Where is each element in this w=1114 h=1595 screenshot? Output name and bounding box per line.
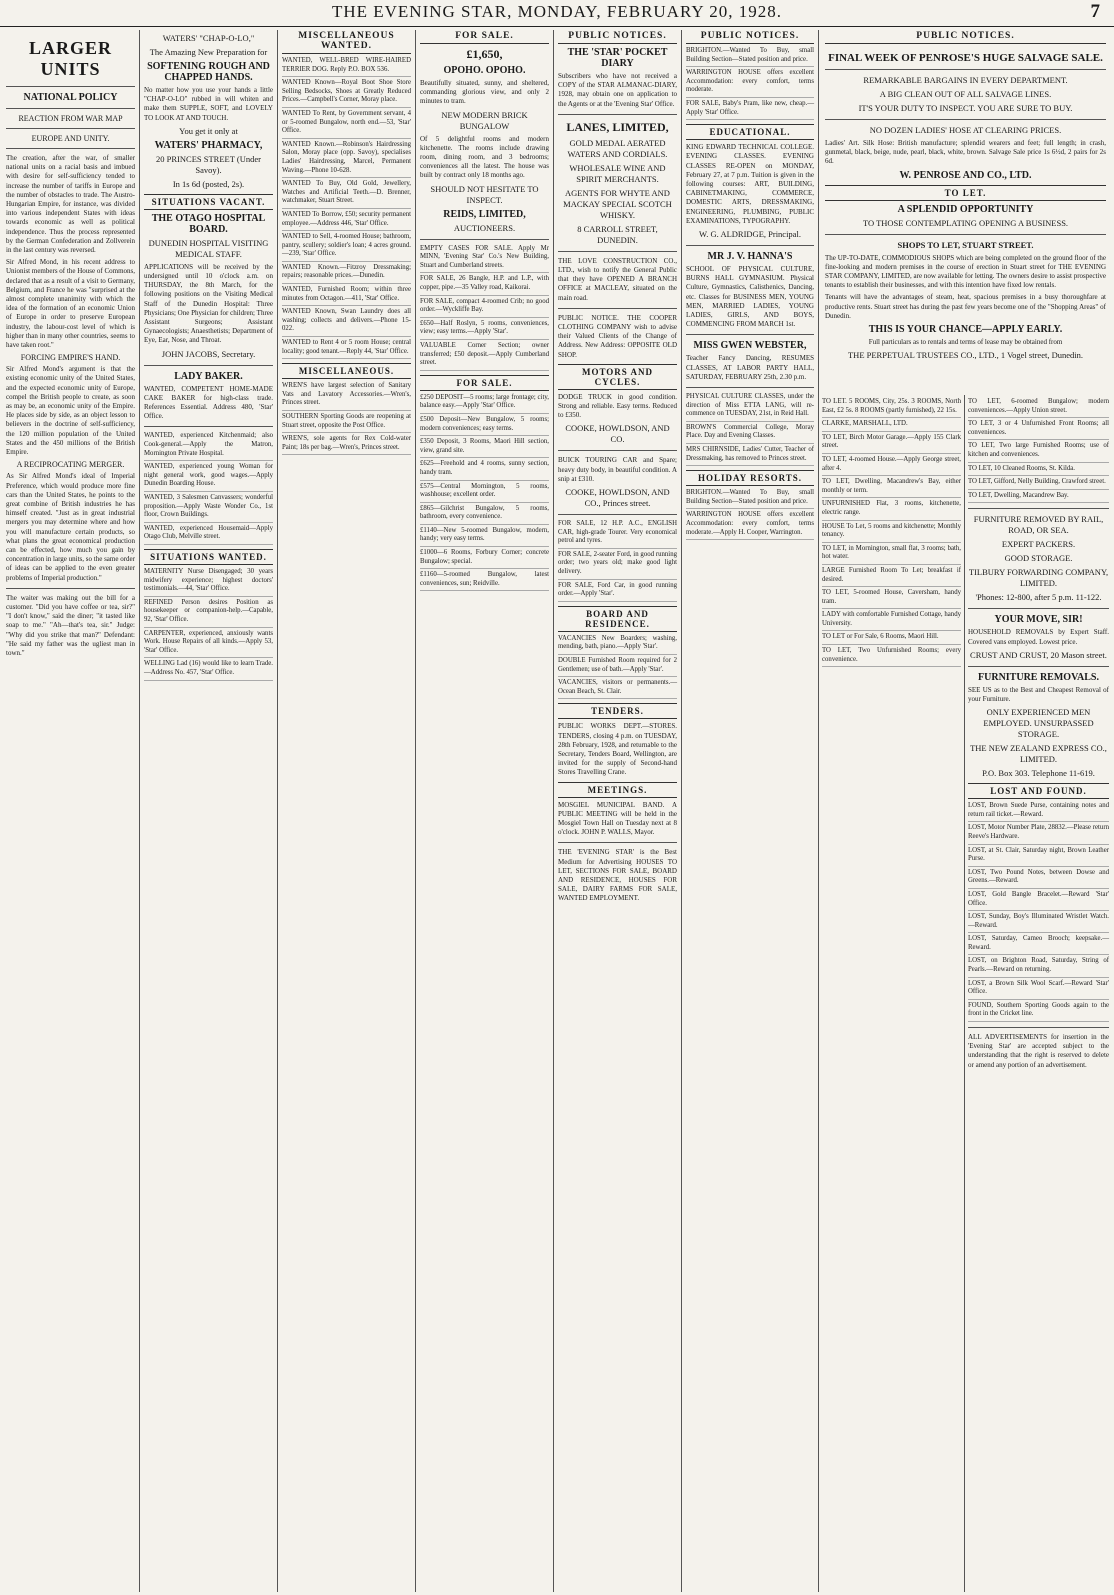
- ad-line: GOLD MEDAL AERATED WATERS AND CORDIALS.: [567, 137, 668, 159]
- ad-firm: COOKE, HOWLDSON, AND CO., Princes street.: [565, 487, 670, 509]
- ad-firm: CRUST AND CRUST, 20 Mason street.: [970, 649, 1107, 660]
- classified-ad: FOUND, Southern Sporting Goods again to the front in the Cricket line.: [968, 1002, 1109, 1022]
- column-5-public-notices: [554, 30, 682, 1592]
- classified-ad: WANTED Known.—Fitzroy Dressmaking; repairs; reasonable prices.—Dunedin.: [282, 264, 411, 284]
- sale-body: Ladies' Art. Silk Hose: British manufacture; splendid wearers and feet; full length; in crash, gunmetal, black, beige, nude, pearl, black, white, brown. Salvage Sale price 1s 6½d, 2 pairs for 2s 6d.: [825, 139, 1106, 166]
- ad-firm: THE NEW ZEALAND EXPRESS CO., LIMITED.: [970, 743, 1107, 765]
- section-header: MISCELLANEOUS WANTED.: [282, 30, 411, 54]
- sale-line: REMARKABLE BARGAINS IN EVERY DEPARTMENT.: [863, 75, 1068, 85]
- classified-ad: EMPTY CASES FOR SALE. Apply Mr MINN, 'Evening Star' Co.'s New Building, Stuart and Cumberland streets.: [420, 245, 549, 274]
- ad-heading: A SPLENDID OPPORTUNITY: [897, 203, 1034, 215]
- section-header: MOTORS AND CYCLES.: [558, 364, 677, 390]
- section-header: PUBLIC NOTICES.: [825, 30, 1106, 44]
- columns: [2, 30, 1112, 1592]
- classified-ad: BROWN'S Commercial College, Moray Place. Day and Evening Classes.: [686, 424, 814, 444]
- classified-ad: BRIGHTON.—Wanted To Buy, small Building Section—Stated position and price.: [686, 47, 814, 67]
- ad-firm: THE PERPETUAL TRUSTEES CO., LTD., 1 Vogel street, Dunedin.: [847, 350, 1083, 361]
- section-header: LOST AND FOUND.: [968, 783, 1109, 799]
- section-header: HOLIDAY RESORTS.: [686, 470, 814, 486]
- ad-role: AUCTIONEERS.: [453, 222, 516, 233]
- section-header: EDUCATIONAL.: [686, 124, 814, 140]
- ad-signature: W. G. ALDRIDGE, Principal.: [699, 228, 801, 239]
- filler-paragraph: The waiter was making out the bill for a customer. "Did you have coffee or tea, sir?" "I don't know," said the diner; "it tasted like soap to me." "Ah—that's tea, sir." Judge: "Why did you strike that man?" Defendant: "He said my father was the ugliest man in town.": [6, 593, 135, 657]
- classified-ad: £625—Freehold and 4 rooms, sunny section, handy tram.: [420, 460, 549, 480]
- classified-ad: WANTED Known.—Robinson's Hairdressing Salon, Moray place (opp. Savoy), specialises Ladies' Hairdressing, Marcel, Permanent Waving.—Phone 10-628.: [282, 141, 411, 178]
- ad-body: WANTED, COMPETENT HOME-MADE CAKE BAKER for high-class trade. References Essential. Address 480, 'Star' Office.: [144, 384, 273, 421]
- sale-line: NO DOZEN LADIES' HOSE AT CLEARING PRICES.: [869, 125, 1062, 135]
- classified-ad: FOR SALE, 26 Bangle, H.P. and L.P., with copper, pipe.—35 Valley road, Kaikorai.: [420, 275, 549, 295]
- classified-ad: TO LET or For Sale, 6 Rooms, Maori Hill.: [822, 633, 961, 645]
- column-6: [682, 30, 819, 1592]
- ad-body: Subscribers who have not received a COPY of the STAR ALMANAC-DIARY, 1928, may obtain one on application to the Agents or at the 'Evening Star' Office.: [558, 72, 677, 108]
- classified-ad: MATERNITY Nurse Disengaged; 30 years midwifery experience; highest doctors' testimonials.—44, 'Star' Office.: [144, 568, 273, 597]
- classified-ad: SOUTHERN Sporting Goods are reopening at Stuart street, opposite the Post Office.: [282, 413, 411, 433]
- ad-body: HOUSEHOLD REMOVALS by Expert Staff. Covered vans employed. Lowest price.: [968, 628, 1109, 646]
- classified-ad: £500 Deposit—New Bungalow, 5 rooms; modern conveniences; easy terms.: [420, 416, 549, 436]
- ad-heading: YOUR MOVE, SIR!: [994, 614, 1083, 626]
- classified-ad: CLARKE, MARSHALL, LTD.: [822, 420, 961, 432]
- classified-ad: TO LET, Dwelling, Macandrew Bay.: [968, 492, 1109, 504]
- classified-ad: £575—Central Mornington, 5 rooms, washhouse; excellent order.: [420, 483, 549, 503]
- ad-callout: THIS IS YOUR CHANCE—APPLY EARLY.: [868, 324, 1063, 336]
- ad-heading: THE OTAGO HOSPITAL BOARD.: [151, 212, 266, 235]
- advertising-notice: THE 'EVENING STAR' is the Best Medium for Advertising HOUSES TO LET, SECTIONS FOR SALE, BOARD AND RESIDENCE, HOUSES FOR SALE, DAIRY FARMS FOR SALE, WANTED EMPLOYMENT.: [558, 848, 677, 903]
- classified-ad: FOR SALE, 12 H.P. A.C., ENGLISH CAR, high-grade Tourer. Very economical petrol and tyres.: [558, 520, 677, 549]
- ad-location: OPOHO. OPOHO.: [443, 65, 526, 76]
- classified-ad: REFINED Person desires Position as housekeeper or companion-help.—Capable, 92, 'Star' Office.: [144, 599, 273, 628]
- classified-ad: £250 DEPOSIT—5 rooms; large frontage; city, balance easy.—Apply 'Star' Office.: [420, 394, 549, 414]
- column-4-for-sale: [416, 30, 554, 1592]
- notice: THE LOVE CONSTRUCTION CO., LTD., wish to notify the General Public that they have OPENED A BRANCH OFFICE at MACLEAY, situated on the main road.: [558, 256, 677, 302]
- classified-ad: PHYSICAL CULTURE CLASSES, under the direction of Miss ETTA LANG, will re-commence on TUESDAY, 21st, in Reid Hall.: [686, 393, 814, 422]
- classified-ad: WANTED to Rent 4 or 5 room House; central locality; good tenant.—Reply 44, 'Star' Office.: [282, 339, 411, 359]
- classified-ad: LOST, Gold Bangle Bracelet.—Reward 'Star' Office.: [968, 891, 1109, 911]
- classified-ad: BRIGHTON.—Wanted To Buy, small Building Section—Stated position and price.: [686, 489, 814, 509]
- classified-ad: LARGE Furnished Room To Let; breakfast if desired.: [822, 567, 961, 587]
- classified-ad: WARRINGTON HOUSE offers excellent Accommodation: every comfort, terms moderate.—Apply H. Cooper, Warrington.: [686, 511, 814, 540]
- ad-firm: TILBURY FORWARDING COMPANY, LIMITED.: [968, 567, 1109, 589]
- section-header: FOR SALE.: [420, 375, 549, 391]
- ad-price: £1,650,: [466, 47, 503, 61]
- classified-ad: WANTED, WELL-BRED WIRE-HAIRED TERRIER DOG. Reply P.O. BOX 536.: [282, 57, 411, 77]
- ad-shop-name: WATERS' PHARMACY,: [154, 139, 263, 151]
- classified-ad: CARPENTER, experienced, anxiously wants Work. House Repairs of all kinds.—Apply 53, 'Star' Office.: [144, 630, 273, 659]
- classified-ad: WANTED Known—Royal Boot Shoe Store Selling Bedsocks, Shoes at Greatly Reduced Prices.—Campbell's Corner, Moray place.: [282, 79, 411, 108]
- ad-firm: COOKE, HOWLDSON, AND CO.: [565, 423, 670, 445]
- column-1-article: [2, 30, 140, 1592]
- ad-heading: LADY BAKER.: [174, 370, 243, 382]
- classified-ad: WARRINGTON HOUSE offers excellent Accommodation: every comfort, terms moderate.: [686, 69, 814, 98]
- ad-line: WHOLESALE WINE AND SPIRIT MERCHANTS.: [569, 162, 666, 184]
- classified-ad: TO LET, Two Unfurnished Rooms; every convenience.: [822, 647, 961, 667]
- ad-line: GOOD STORAGE.: [1004, 553, 1073, 564]
- ad-heading: FURNITURE REMOVALS.: [978, 671, 1099, 683]
- classified-ad: FOR SALE, 2-seater Ford, in good running order; two years old; make good light delivery.: [558, 551, 677, 580]
- educational-notice: SCHOOL OF PHYSICAL CULTURE, BURNS HALL GYMNASIUM. Physical Culture, Gymnastics, Calisthenics, Dancing, etc. Classes for BUSINESS MEN, YOUNG MEN, MARRIED LADIES, YOUNG LADIES, GIRLS, AND BOYS, COMMENCING FROM MARCH 1st.: [686, 264, 814, 329]
- ad-address: 8 CARROLL STREET, DUNEDIN.: [577, 223, 658, 245]
- ad-body: SEE US as to the Best and Cheapest Removal of your Furniture.: [968, 685, 1109, 703]
- ad-subheading: The Amazing New Preparation for: [149, 47, 268, 57]
- ad-line: ONLY EXPERIENCED MEN EMPLOYED. UNSURPASSED STORAGE.: [983, 707, 1094, 740]
- article-paragraph: Sir Alfred Mond's argument is that the existing economic unity of the United States, and the expected economic unity of Europe, compel the British people to create, as soon as may be, an economic unity of the Empire. He places side by side, as an object lesson to believers in the doctrine of self-sufficiency, the 120 million population of the United States and the 450 millions of the British Empire.: [6, 365, 135, 457]
- classified-ad: LOST, Two Pound Notes, between Dowse and Greens.—Reward.: [968, 869, 1109, 889]
- sale-line: IT'S YOUR DUTY TO INSPECT. YOU ARE SURE TO BUY.: [858, 103, 1073, 113]
- ad-heading: WATERS' "CHAP-O-LO,": [162, 33, 255, 43]
- ad-line: EXPERT PACKERS.: [1001, 539, 1076, 550]
- section-header: MEETINGS.: [558, 782, 677, 798]
- page-number: 7: [1090, 1, 1100, 22]
- classified-ad: TO LET, Dwelling, Macandrew's Bay, either monthly or term.: [822, 478, 961, 498]
- sale-headline: FINAL WEEK OF PENROSE'S HUGE SALVAGE SALE.: [828, 52, 1103, 64]
- ad-display-line: SHOULD NOT HESITATE TO INSPECT.: [430, 183, 539, 205]
- column-7-public-notices: [819, 30, 1112, 1592]
- ad-address: 20 PRINCES STREET (Under Savoy).: [156, 153, 261, 175]
- classified-ad: TO LET, 10 Cleaned Rooms, St. Kilda.: [968, 465, 1109, 477]
- section-header: PUBLIC NOTICES.: [558, 30, 677, 44]
- ad-body: The UP-TO-DATE, COMMODIOUS SHOPS which are being completed on the ground floor of the fine-looking and modern premises in the course of erection in Stuart street for THE EVENING STAR COMPANY, LIMITED, are now available for letting. The owners desire to assist prospective tenants to establish their businesses, and with this intention have fixed low rentals.: [825, 253, 1106, 290]
- classified-ad: LOST, at St. Clair, Saturday night, Brown Leather Purse.: [968, 847, 1109, 867]
- classified-ad: UNFURNISHED Flat, 3 rooms, kitchenette, electric range.: [822, 500, 961, 520]
- classified-ad: TO LET, Two large Furnished Rooms; use of kitchen and conveniences.: [968, 442, 1109, 462]
- classified-ad: LOST, Saturday, Cameo Brooch; keepsake.—Reward.: [968, 935, 1109, 955]
- classified-ad: £1160—5-roomed Bungalow, latest conveniences, sun; Reidville.: [420, 571, 549, 591]
- ad-body: Beautifully situated, sunny, and sheltered, commanding glorious view, and only 2 minutes to tram.: [420, 79, 549, 106]
- classified-ad: LOST, Brown Suede Purse, containing notes and return rail ticket.—Reward.: [968, 802, 1109, 822]
- classified-ad: £865—Gilchrist Bungalow, 5 rooms, bathroom, every convenience.: [420, 505, 549, 525]
- section-header: BOARD AND RESIDENCE.: [558, 606, 677, 632]
- classified-ad: VACANCIES New Boarders; washing, mending, bath, piano.—Apply 'Star'.: [558, 635, 677, 655]
- ad-heading: SHOPS TO LET, STUART STREET.: [897, 239, 1034, 250]
- classified-ad: LOST, on Brighton Road, Saturday, String of Pearls.—Reward on returning.: [968, 957, 1109, 977]
- column-2: [140, 30, 278, 1592]
- educational-notice: KING EDWARD TECHNICAL COLLEGE. EVENING CLASSES. EVENING CLASSES RE-OPEN on MONDAY, February 27, at 7 p.m. Tuition is given in the following courses: ART, BUILDING, CABINETMAKING, COMMERCE, DOMESTIC ARTS, DRESSMAKING, ENGINEERING, PLUMBING, PUBLIC EXAMINATIONS, TYPOGRAPHY.: [686, 143, 814, 225]
- article-deck-1: REACTION FROM WAR MAP: [18, 114, 123, 123]
- classified-ad: £1140—New 5-roomed Bungalow, modern, handy; very easy terms.: [420, 527, 549, 547]
- masthead: [0, 0, 1114, 27]
- sale-line: A BIG CLEAN OUT OF ALL SALVAGE LINES.: [879, 89, 1052, 99]
- classified-ad: LOST, Sunday, Boy's Illuminated Wristlet Watch.—Reward.: [968, 913, 1109, 933]
- ad-line: AGENTS FOR WHYTE AND MACKAY SPECIAL SCOTCH WHISKY.: [563, 187, 672, 220]
- ad-price: In 1s 6d (posted, 2s).: [172, 178, 245, 189]
- section-header: SITUATIONS WANTED.: [144, 549, 273, 565]
- classified-ad: VACANCIES, visitors or permanents.—Ocean Beach, St. Clair.: [558, 679, 677, 699]
- article-subhead: NATIONAL POLICY: [23, 92, 118, 103]
- notice: PUBLIC NOTICE. THE COOPER CLOTHING COMPANY wish to advise their Valued Clients of the Change of Address. New Address: OPPOSITE OLD SHOP.: [558, 313, 677, 359]
- classified-ad: WELLING Lad (16) would like to learn Trade.—Address No. 457, 'Star' Office.: [144, 660, 273, 680]
- ad-body: APPLICATIONS will be received by the undersigned until 10 o'clock a.m. on THURSDAY, the 8th March, for the following positions on the Visiting Medical Staff of the Dunedin Hospital: Three Physicians; One Physician for children; Three Assistant Surgeons; Assistant Gynaecologists; Anaesthetists; Department of Eye, Ear, Nose, and Throat.: [144, 262, 273, 345]
- advertising-notice: ALL ADVERTISEMENTS for insertion in the 'Evening Star' are accepted subject to the understanding that the right is reserved to delete or amend any portion of an advertisement.: [968, 1033, 1109, 1069]
- classified-ad: FOR SALE, compact 4-roomed Crib; no good order.—Wyckliffe Bay.: [420, 298, 549, 318]
- classified-ad: £1000—6 Rooms, Forbury Corner; concrete Bungalow; special.: [420, 549, 549, 569]
- ad-subheading: TO THOSE CONTEMPLATING OPENING A BUSINESS.: [862, 217, 1069, 228]
- ad-display-line: NEW MODERN BRICK BUNGALOW: [441, 109, 528, 131]
- classified-ad: TO LET, 6-roomed Bungalow; modern conveniences.—Apply Union street.: [968, 398, 1109, 418]
- classified-ad: WANTED To Rent, by Government servant, 4 or 5-roomed Bungalow, north end.—53, 'Star' Office.: [282, 110, 411, 139]
- classified-ad: WREN'S, sole agents for Rex Cold-water Paint; 18s per bag.—Wren's, Princes street.: [282, 435, 411, 455]
- educational-notice: Teacher Fancy Dancing, RESUMES CLASSES, AT LABOR PARTY HALL, SATURDAY, FEBRUARY 25th, 2.30 p.m.: [686, 354, 814, 381]
- classified-ad: TO LET, Gifford, Nelly Building, Crawford street.: [968, 478, 1109, 490]
- classified-ad: TO LET, 4-roomed House.—Apply George street, after 4.: [822, 456, 961, 476]
- classified-ad: HOUSE To Let, 5 rooms and kitchenette; Monthly tenancy.: [822, 523, 961, 543]
- classified-ad: WANTED to Sell, 4-roomed House; bathroom, pantry, scullery; soldier's loan; 4 acres ground.—239, 'Star' Office.: [282, 233, 411, 262]
- ad-body: Tenants will have the advantages of steam, heat, spacious premises in a busy thoroughfare at productive rents. Stuart street has during the past few years become one of the "Shopping Areas" of Dunedin.: [825, 293, 1106, 320]
- classified-ad: LADY with comfortable Furnished Cottage, handy University.: [822, 611, 961, 631]
- ad-heading: MR J. V. HANNA'S: [707, 250, 793, 262]
- classified-ad: FOR SALE, Ford Car, in good running order.—Apply 'Star'.: [558, 582, 677, 602]
- ad-body: Of 5 delightful rooms and modern kitchenette. The rooms include drawing room, dining room, and 3 bedrooms; conveniences all the latest. The house was built by contract only 18 months ago.: [420, 134, 549, 180]
- newspaper-title: THE EVENING STAR, MONDAY, FEBRUARY 20, 1928.: [331, 2, 783, 21]
- classified-ad: WANTED Known, Swan Laundry does all washing; collects and delivers.—Phone 15-022.: [282, 308, 411, 337]
- classified-ad: £350 Deposit, 3 Rooms, Maori Hill section, view, grand site.: [420, 438, 549, 458]
- article-headline: LARGER UNITS: [28, 38, 112, 79]
- classified-ad: WANTED, 3 Salesmen Canvassers; wonderful proposition.—Apply Waste Wonder Co., 1st floor, Crown Buildings.: [144, 494, 273, 523]
- section-header: SITUATIONS VACANT.: [144, 194, 273, 210]
- section-header: MISCELLANEOUS.: [282, 363, 411, 379]
- sale-firm: W. PENROSE AND CO., LTD.: [899, 169, 1032, 181]
- ad-subheading: DUNEDIN HOSPITAL VISITING MEDICAL STAFF.: [148, 237, 269, 259]
- classified-ad: DOUBLE Furnished Room required for 2 Gentlemen; use of bath.—Apply 'Star'.: [558, 657, 677, 677]
- ad-body: No matter how you use your hands a little "CHAP-O-LO" rubbed in will whiten and make them SUPPLE, SOFT, and LOVELY TO LOOK AT AND TOUCH.: [144, 86, 273, 122]
- section-header: TO LET.: [825, 185, 1106, 201]
- classified-ad: WANTED, experienced young Woman for night general work, good wages.—Apply Dunedin Boarding House.: [144, 463, 273, 492]
- ad-firm: LANES, LIMITED,: [566, 119, 669, 134]
- ad-heading: MISS GWEN WEBSTER,: [693, 340, 807, 352]
- ad-heading: THE 'STAR' POCKET DIARY: [567, 47, 668, 69]
- ad-display-line: SOFTENING ROUGH AND CHAPPED HANDS.: [147, 61, 270, 83]
- ad-phone: 'Phones: 12-800, after 5 p.m. 11-122.: [975, 592, 1102, 603]
- classified-ad: TO LET, Birch Motor Garage.—Apply 155 Clark street.: [822, 434, 961, 454]
- column-7-top-spread: [819, 30, 1112, 395]
- article-crosshead: FORCING EMPIRE'S HAND.: [20, 353, 121, 363]
- classified-ad: TO LET, in Mornington, small flat, 3 rooms; bath, hot water.: [822, 545, 961, 565]
- article-paragraph: As Sir Alfred Mond's ideal of Imperial Preference, which would produce more fine cars than the United States, he points to the great combine of British industries he has himself created. "Just as in great industrial mergers you may determine where and how you will manufacture certain products, so what plans the great economical production can be effected, how much you gain by concentration in large units, so the same order of ideas can be applied to the even greater problems of Imperial production.": [6, 472, 135, 582]
- ad-line: You get it only at: [179, 125, 238, 136]
- section-header: FOR SALE.: [420, 30, 549, 44]
- classified-ad: MRS CHIRNSIDE, Ladies' Cutter, Teacher of Dressmaking, has removed to Princes street.: [686, 446, 814, 466]
- ad-firm: REIDS, LIMITED,: [443, 208, 526, 220]
- classified-ad: £650—Half Roslyn, 5 rooms, conveniences, view; easy terms.—Apply 'Star'.: [420, 320, 549, 340]
- ad-signature: JOHN JACOBS, Secretary.: [161, 348, 256, 359]
- article-deck-2: EUROPE AND UNITY.: [31, 134, 110, 143]
- article-paragraph: Sir Alfred Mond, in his recent address to Unionist members of the House of Commons, declared that as a result of a visit to Germany, Belgium, and France he was "surprised at the almost complete unanimity with which the idea of the formation of an economic Union of Europe in order to preserve European industry, the labour-cost level of which is higher than in many other countries, seems to have taken root.": [6, 258, 135, 350]
- classified-ad: TO LET. 5 ROOMS, City, 25s. 3 ROOMS, North East, £2 5s. 8 ROOMS (partly furnished), 22 15s.: [822, 398, 961, 418]
- classified-ad: LOST, Motor Number Plate, 28832.—Please return Reeve's Hardware.: [968, 824, 1109, 844]
- classified-ad: WANTED, Furnished Room; within three minutes from Octagon.—411, 'Star' Office.: [282, 286, 411, 306]
- section-header: PUBLIC NOTICES.: [686, 30, 814, 44]
- section-header: TENDERS.: [558, 703, 677, 719]
- tender-notice: PUBLIC WORKS DEPT.—STORES. TENDERS, closing 4 p.m. on TUESDAY, 28th February, 1928, and returnable to the Secretary, Tenders Board, Wellington, are invited for the supply of Second-hand Stores Travelling Crane.: [558, 722, 677, 777]
- ad-body: Full particulars as to rentals and terms of lease may be obtained from: [868, 338, 1063, 347]
- meeting-notice: MOSGIEL MUNICIPAL BAND. A PUBLIC MEETING will be held in the Mosgiel Town Hall on Tuesday next at 8 o'clock. JOHN P. WALLS, Mayor.: [558, 800, 677, 837]
- article-crosshead: A RECIPROCATING MERGER.: [16, 460, 125, 470]
- classified-ad: TO LET, 5-roomed House, Caversham, handy tram.: [822, 589, 961, 609]
- classified-ad: WANTED, experienced Housemaid—Apply Otago Club, Melville street.: [144, 525, 273, 545]
- classified-ad: LOST, a Brown Silk Wool Scarf.—Reward 'Star' Office.: [968, 980, 1109, 1000]
- article-paragraph: The creation, after the war, of smaller national units on a racial basis and imbued with desire for self-sufficiency tended to increase the number of tariffs in Europe and the number of obstacles to trade. The Austro-Hungarian Empire, for instance, was divided into various independent States with ideas towards economic as well as political independence. Thus the process represented by the German Confederation and Zollverein in the last century was reversed.: [6, 154, 135, 255]
- classified-ad: FOR SALE, Baby's Pram, like new, cheap.—Apply 'Star' Office.: [686, 100, 814, 120]
- ad-body: DODGE TRUCK in good condition. Strong and reliable. Easy terms. Reduced to £350.: [558, 392, 677, 420]
- classified-ad: WANTED To Buy, Old Gold, Jewellery, Watches and Artificial Teeth.—D. Brenner, watchmaker, Stuart Street.: [282, 180, 411, 209]
- classified-ad: WANTED, experienced Kitchenmaid; also Cook-general.—Apply the Matron, Mornington Private Hospital.: [144, 432, 273, 461]
- classified-ad: VALUABLE Corner Section; owner transferred; £50 deposit.—Apply Cumberland street.: [420, 342, 549, 371]
- ad-body: BUICK TOURING CAR and Spare; heavy duty body, in beautiful condition. A snip at £310.: [558, 456, 677, 483]
- column-3-misc-wanted: [278, 30, 416, 1592]
- classified-ad: WREN'S have largest selection of Sanitary Vats and Lavatory Accessories.—Wren's, Princes street.: [282, 382, 411, 411]
- classified-ad: WANTED To Borrow, £50; security permanent employee.—Address 446, 'Star' Office.: [282, 211, 411, 231]
- classified-ad: TO LET, 3 or 4 Unfurnished Front Rooms; all conveniences.: [968, 420, 1109, 440]
- ad-heading: FURNITURE REMOVED BY RAIL, ROAD, OR SEA.: [973, 514, 1104, 536]
- ad-phone: P.O. Box 303. Telephone 11-619.: [982, 768, 1095, 779]
